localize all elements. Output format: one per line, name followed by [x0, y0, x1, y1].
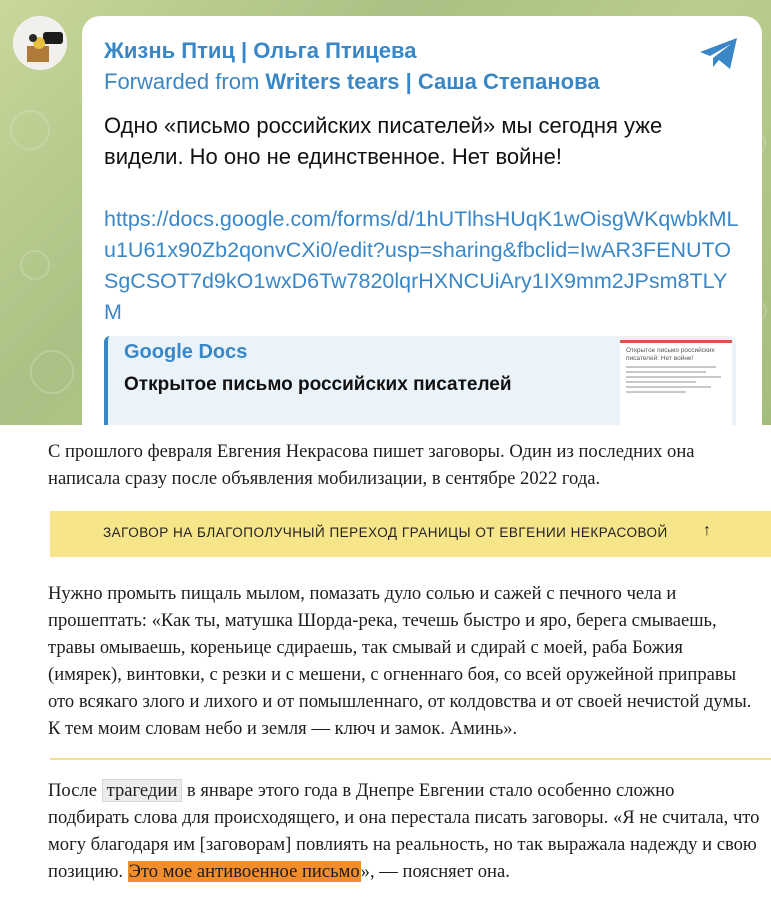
thumbnail-line: [626, 366, 716, 368]
message-link[interactable]: https://docs.google.com/forms/d/1hUTlhsHUqK1wOisgWKqwbkMLu1U61x90Zb2qonvCXi0/edit?usp=sharing&fbclid=IwAR3FENUTOSgCSOT7d9kO1wxD6Tw7820lqrHXNCUiAry1IX9mm2JPsm8TLYM: [104, 207, 739, 324]
article: [0, 425, 771, 918]
background-doodle: [20, 250, 50, 280]
article-paragraph-1: С прошлого февраля Евгения Некрасова пишет заговоры. Один из последних она написала сразу после объявления мобилизации, в сентябре 2022 года.: [48, 441, 695, 489]
article-paragraph-3: [48, 777, 760, 885]
avatar-illustration-icon: [13, 16, 67, 70]
arrow-up-icon: ↑: [703, 522, 711, 539]
tragedy-link[interactable]: трагедии: [102, 779, 183, 802]
spell-banner-label: ЗАГОВОР НА БЛАГОПОЛУЧНЫЙ ПЕРЕХОД ГРАНИЦЫ ОТ ЕВГЕНИИ НЕКРАСОВОЙ: [103, 525, 668, 540]
message-text: Одно «письмо российских писателей» мы сегодня уже видели. Но оно не единственное. Нет войне!: [104, 113, 663, 169]
preview-thumbnail-heading: Открытое письмо российских писателей: Нет войне!: [626, 347, 715, 362]
preview-title: Открытое письмо российских писателей: [124, 374, 512, 395]
background-doodle: [30, 350, 74, 394]
highlighted-quote: Это мое антивоенное письмо: [128, 861, 360, 882]
spell-banner[interactable]: [50, 511, 771, 557]
preview-thumbnail: [620, 340, 732, 425]
telegram-plane-icon[interactable]: [698, 36, 740, 72]
channel-avatar[interactable]: [13, 16, 67, 70]
thumbnail-line: [626, 391, 686, 393]
thumbnail-line: [626, 386, 711, 388]
telegram-chat-background: [0, 0, 771, 425]
thumbnail-line: [626, 376, 721, 378]
thumbnail-line: [626, 381, 696, 383]
section-divider: [50, 758, 771, 760]
background-doodle: [10, 110, 50, 150]
channel-name[interactable]: Жизнь Птиц | Ольга Птицева: [104, 38, 417, 63]
paragraph-3-text: После: [48, 780, 102, 801]
paragraph-3-text: в январе этого года в Днепре Евгении стало особенно сложно подбирать слова для происходящего, и она перестала писать заговоры. «Я не считала, что могу благодаря им [заговорам] повлиять на реальность, но так выражала надежду и свою позицию.: [48, 780, 760, 882]
paragraph-3-text: », — поясняет она.: [360, 861, 510, 882]
forwarded-prefix: Forwarded from: [104, 69, 260, 94]
article-paragraph-2: Нужно промыть пищаль мылом, помазать дуло солью и сажей с печного чела и прошептать: «Как ты, матушка Шорда-река, течешь быстро и яро, берега смываешь, травы омываешь, кореньице сдираешь, так смывай и сдирай с моей, раба Божия (имярек), винтовки, с резки и с мешени, с огненнаго боя, со всей оружейной приправы ото всякаго злого и лихого и от помышленнаго, от колдовства и от своей нечистой думы. К тем моим словам небо и земля — ключ и замок. Аминь».: [48, 583, 752, 739]
message-bubble: [82, 16, 762, 425]
link-preview[interactable]: [104, 336, 736, 425]
forwarded-source[interactable]: Writers tears | Саша Степанова: [265, 69, 600, 94]
thumbnail-line: [626, 371, 706, 373]
preview-site-name: Google Docs: [124, 341, 248, 363]
forwarded-header: [104, 69, 600, 95]
